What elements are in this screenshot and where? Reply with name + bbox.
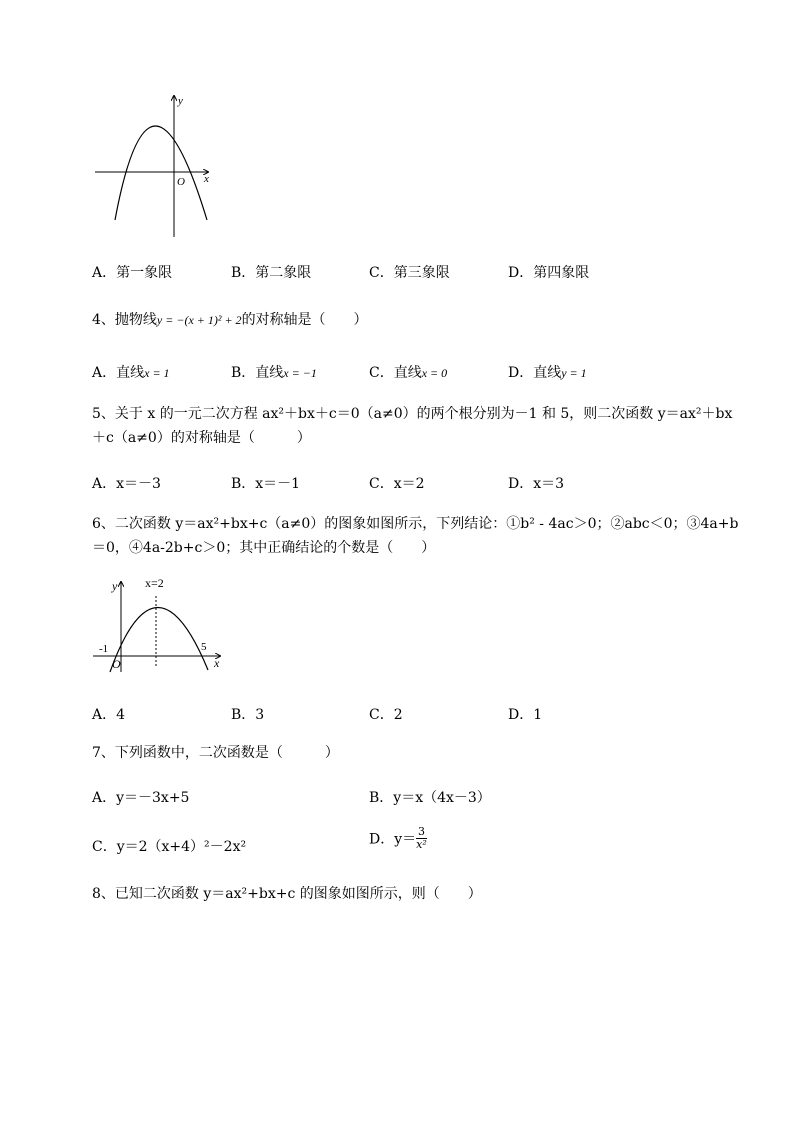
q5-option-b: B．x＝－1: [231, 476, 301, 492]
symmetry-axis-label: x=2: [145, 576, 164, 590]
q3-option-b: B．第二象限: [231, 265, 312, 281]
left-root-label: -1: [99, 643, 109, 655]
question-6-line2: ＝0，④4a‑2b+c＞0；其中正确结论的个数是（ ）: [92, 540, 436, 556]
q6-option-c: C．2: [369, 707, 403, 723]
question-5-line2: ＋c（a≠0）的对称轴是（ ）: [92, 430, 311, 446]
y-axis-label: y: [112, 579, 118, 593]
question-4-stem: [92, 308, 368, 332]
parabola-curve: [110, 607, 208, 672]
x-axis-label: x: [204, 173, 209, 185]
right-root-label: 5: [201, 641, 207, 653]
q7-option-a: A．y＝－3x+5: [92, 790, 190, 806]
q4-option-d: D．直线y = 1: [508, 365, 587, 381]
q4-formula: y = −(x + 1)² + 2: [156, 313, 242, 327]
question-6-line1: 6、二次函数 y＝ax²+bx+c（a≠0）的图象如图所示，下列结论：①b² ‑ 4ac＞0；②abc＜0；③4a+b: [92, 516, 739, 532]
origin-label: O: [177, 176, 185, 188]
y-axis-label: y: [178, 95, 183, 107]
q4-option-b: B．直线x = −1: [231, 365, 317, 381]
parabola-curve: [115, 126, 207, 220]
q5-option-c: C．x＝2: [369, 476, 425, 492]
q3-option-c: C．第三象限: [369, 265, 450, 281]
fraction-denominator: x²: [416, 838, 427, 851]
question-5-line1: 5、关于 x 的一元二次方程 ax²＋bx＋c＝0（a≠0）的两个根分别为－1 和 5，则二次函数 y＝ax²＋bx: [92, 406, 733, 422]
question-8-stem: 8、已知二次函数 y＝ax²+bx+c 的图象如图所示，则（ ）: [92, 886, 482, 902]
q7-option-c: C．y＝2（x+4）²－2x²: [92, 839, 247, 855]
q4-suffix: 的对称轴是（ ）: [241, 312, 368, 328]
x-axis-label: x: [214, 656, 220, 670]
q7-option-d-fraction: [416, 826, 427, 851]
q3-option-a: A．第一象限: [92, 265, 173, 281]
question-7-stem: 7、下列函数中，二次函数是（ ）: [92, 745, 339, 761]
fraction-numerator: 3: [417, 825, 425, 838]
q4-prefix: 4、抛物线: [92, 312, 157, 328]
q7-option-b: B．y＝x（4x－3）: [369, 790, 491, 806]
q7-option-d: [369, 826, 427, 851]
q6-option-d: D．1: [508, 707, 543, 723]
q5-option-a: A．x＝－3: [92, 476, 161, 492]
q4-option-a: A．直线x = 1: [92, 365, 170, 381]
q7-option-d-prefix: D．y＝: [369, 831, 417, 848]
q5-option-d: D．x＝3: [508, 476, 565, 492]
question3-graph: [90, 92, 220, 242]
q6-option-a: A．4: [92, 707, 126, 723]
q3-option-d: D．第四象限: [508, 265, 590, 281]
q4-option-c: C．直线x = 0: [369, 365, 448, 381]
q6-option-b: B．3: [231, 707, 265, 723]
origin-label: O: [112, 657, 121, 671]
question6-graph: [90, 574, 230, 674]
